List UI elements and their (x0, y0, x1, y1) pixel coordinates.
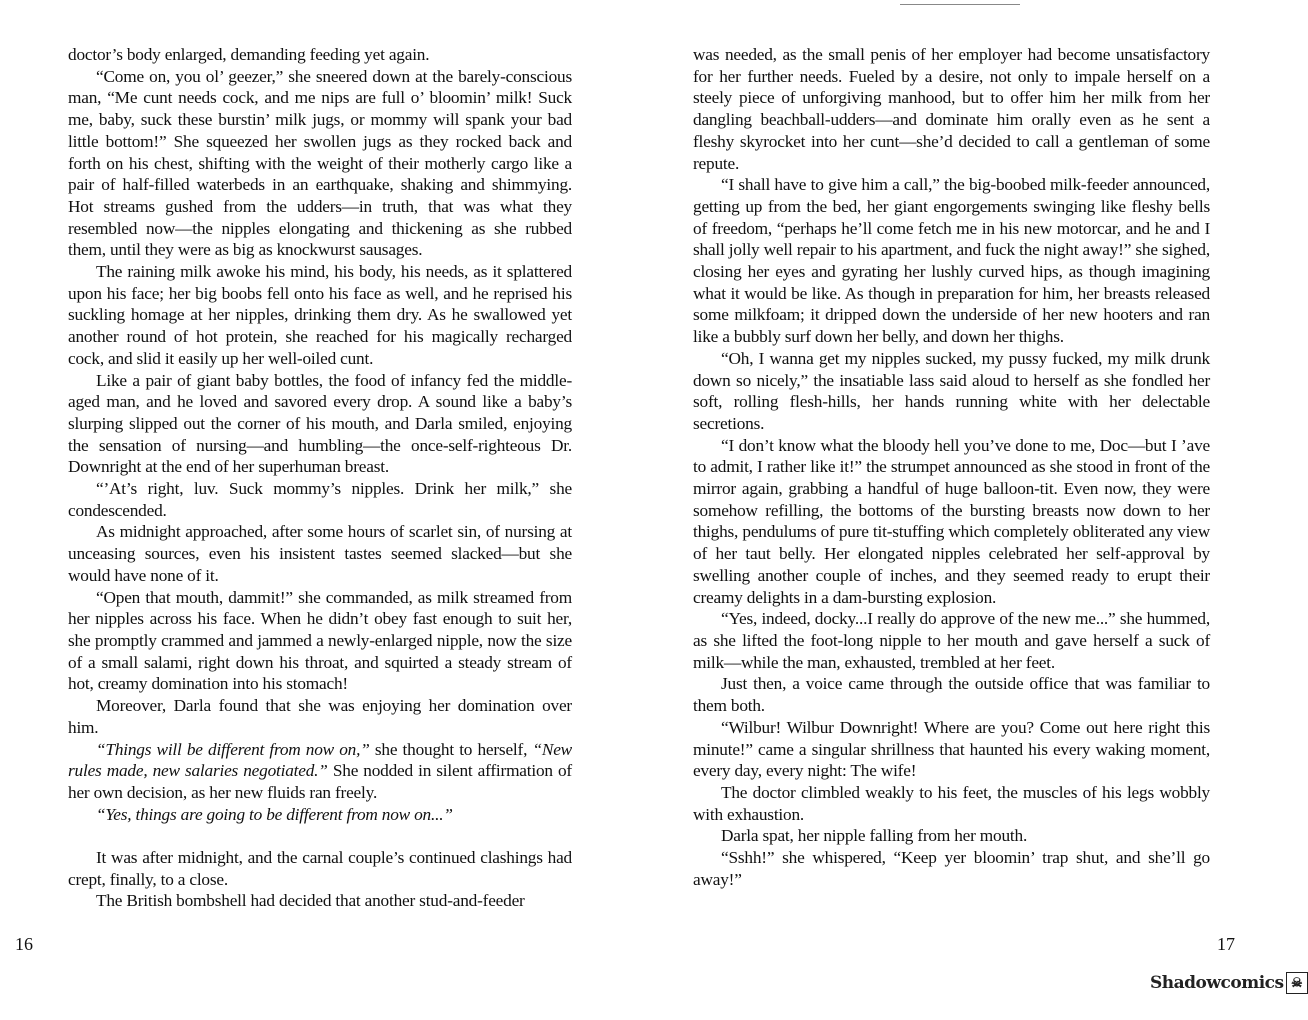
paragraph (68, 695, 572, 738)
text-segment: “I shall have to give him a call,” the big-boobed milk-feeder announced, getting up from the bed, her giant engorgements swinging like fleshy bells of freedom, “perhaps he’ll come fetch me in his new motorcar, and he and I shall jolly well repair to his apartment, and fuck the night away!” she sighed, closing her eyes and gyrating her lushly curved hips, as though imagining what it would be like. As though in preparation for him, her breasts released some milkfoam; it dripped down the underside of her new hooters and ran like a bubbly surf down her belly, and down her thighs. (693, 175, 1210, 347)
right-page-text (693, 44, 1210, 890)
text-segment: Darla spat, her nipple falling from her mouth. (721, 826, 1028, 846)
paragraph (693, 44, 1210, 174)
paragraph (693, 435, 1210, 609)
skull-icon: ☠ (1286, 972, 1308, 994)
paragraph (68, 261, 572, 370)
paragraph (693, 717, 1210, 782)
text-segment: doctor’s body enlarged, demanding feeding yet again. (68, 45, 430, 64)
paragraph (693, 673, 1210, 716)
text-segment: “Wilbur! Wilbur Downright! Where are you? Come out here right this minute!” came a singular shrillness that haunted his every waking moment, every day, every night: The wife! (693, 717, 1210, 781)
paragraph (693, 608, 1210, 673)
text-segment: Just then, a voice came through the outside office that was familiar to them both. (693, 674, 1210, 716)
paragraph (68, 370, 572, 479)
paragraph (68, 44, 572, 66)
watermark-text: Shadowcomics (1150, 973, 1284, 993)
italic-text: “New rules made, new salaries negotiated.” (68, 739, 572, 781)
text-segment: “’At’s right, luv. Suck mommy’s nipples. Drink her milk,” she condescended. (68, 479, 572, 520)
paragraph (68, 890, 572, 912)
text-segment: Moreover, Darla found that she was enjoying her domination over him. (68, 696, 572, 737)
text-segment: The British bombshell had decided that another stud-and-feeder (96, 891, 525, 911)
paragraph (68, 739, 572, 804)
text-segment: “Open that mouth, dammit!” she commanded, as milk streamed from her nipples across his face. When he didn’t obey fast enough to suit her, she promptly crammed and jammed a newly-enlarged nipple, now the size of a small salami, right down his throat, and squirted a steady stream of hot, creamy domination into his stomach! (68, 587, 572, 694)
paragraph (693, 174, 1210, 348)
text-segment: As midnight approached, after some hours of scarlet sin, of nursing at unceasing sources, even his insistent tastes seemed slacked—but she would have none of it. (68, 522, 572, 585)
scan-rule-line (900, 4, 1020, 5)
text-segment: Like a pair of giant baby bottles, the food of infancy fed the middle-aged man, and he loved and savored every drop. A sound like a baby’s slurping slipped out the corner of his mouth, and Darla smiled, enjoying the sensation of nursing—and humbling—the once-self-righteous Dr. Downright at the end of her superhuman breast. (68, 370, 572, 477)
italic-text: “Yes, things are going to be different from now on...” (96, 804, 453, 824)
paragraph (68, 521, 572, 586)
text-segment: The doctor climbled weakly to his feet, the muscles of his legs wobbly with exhaustion. (693, 782, 1210, 824)
text-segment: “Sshh!” she whispered, “Keep yer bloomin’ trap shut, and she’ll go away!” (693, 848, 1210, 889)
text-segment: “I don’t know what the bloody hell you’ve done to me, Doc—but I ’ave to admit, I rather like it!” the strumpet announced as she stood in front of the mirror again, grabbing a handful of huge balloon-tit. Even now, they were somehow refilling, the bottoms of the bursting breasts now down to her thighs, pendulums of pure tit-stuffing which completely obliterated any view of her taut belly. Her elongated nipples celebrated her self-approval by swelling another couple of inches, and they seemed ready to erupt their creamy delights in a dam-bursting explosion. (693, 435, 1210, 607)
paragraph (68, 847, 572, 890)
paragraph (693, 782, 1210, 825)
text-segment: “Yes, indeed, docky...I really do approve of the new me...” she hummed, as she lifted the foot-long nipple to her mouth and gave herself a suck of milk—while the man, exhausted, trembled at her feet. (693, 609, 1210, 672)
text-segment: It was after midnight, and the carnal couple’s continued clashings had crept, finally, to a close. (68, 848, 572, 889)
paragraph (68, 478, 572, 521)
italic-text: “Things will be different from now on,” (96, 739, 370, 759)
text-segment: “Come on, you ol’ geezer,” she sneered down at the barely-conscious man, “Me cunt needs cock, and me nips are full o’ bloomin’ milk! Suck me, baby, suck these burstin’ milk jugs, or mommy will spank your bad little bottom!” She squeezed her swollen jugs as they rocked back and forth on his chest, shifting with the weight of their motherly cargo like a pair of half-filled waterbeds in an earthquake, shaking and shimmying. Hot streams gushed from the udders—in truth, that was what they resembled now—the nipples elongating and thickening as she rubbed them, until they were as big as knockwurst sausages. (68, 66, 572, 260)
paragraph (68, 66, 572, 261)
text-segment: She nodded in silent affirmation of her own decision, as her new fluids ran freely. (68, 761, 572, 802)
page-number-right: 17 (1217, 934, 1235, 954)
text-segment: The raining milk awoke his mind, his body, his needs, as it splattered upon his face; her big boobs fell onto his face as well, and he reprised his suckling homage at her nipples, drinking them dry. As he swallowed yet another round of hot protein, she reached for his magically recharged cock, and slid it easily up her well-oiled cunt. (68, 262, 572, 368)
text-segment: “Oh, I wanna get my nipples sucked, my pussy fucked, my milk drunk down so nicely,” the insatiable lass said aloud to herself as she fondled her soft, rolling flesh-hills, her hands running white with her delectable secretions. (693, 348, 1210, 433)
paragraph (693, 847, 1210, 890)
text-segment: she thought to herself, (369, 739, 533, 759)
paragraph (68, 804, 572, 826)
paragraph (693, 825, 1210, 847)
paragraph (693, 348, 1210, 435)
paragraph (68, 587, 572, 696)
page-number-left: 16 (15, 934, 33, 954)
watermark-logo (1150, 972, 1308, 994)
left-page-text (68, 44, 572, 912)
text-segment: was needed, as the small penis of her employer had become unsatisfactory for her further needs. Fueled by a desire, not only to impale herself on a steely piece of unforgiving manhood, but to offer him her milk from her dangling beachball-udders—and dominate him orally even as he sent a fleshy skyrocket into her cunt—she’d decided to call a gentleman of some repute. (693, 45, 1210, 173)
